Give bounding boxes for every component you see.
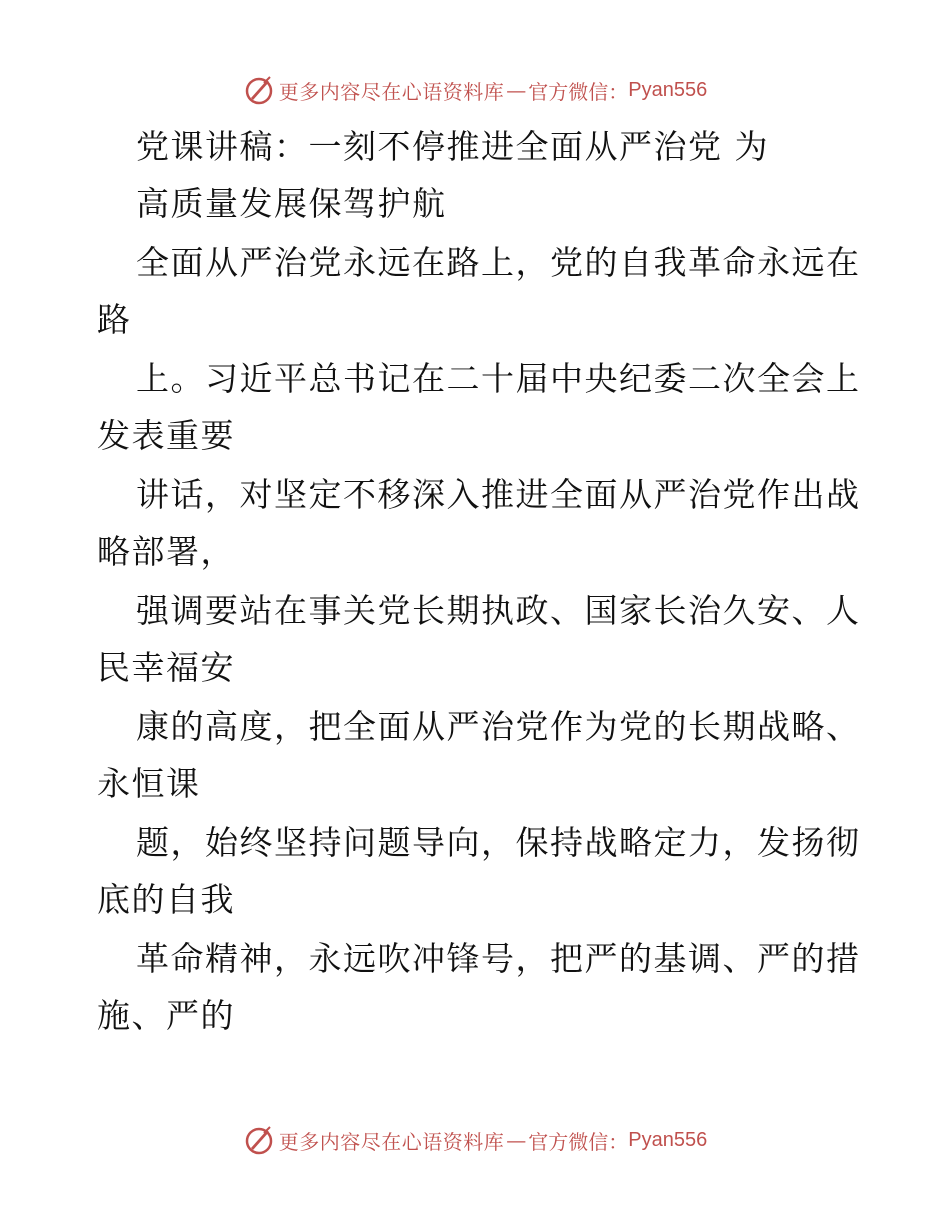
paragraph-line: 强调要站在事关党长期执政、国家长治久安、人 — [136, 591, 861, 630]
watermark-text: 更多内容尽在心语资料库 — [278, 79, 505, 104]
paragraph-line: 康的高度，把全面从严治党作为党的长期战略、 — [136, 707, 861, 746]
paragraph-line: 永恒课 — [97, 764, 201, 803]
watermark-handle: Pyan556 — [628, 1128, 708, 1151]
quill-pen-logo-icon — [243, 1124, 275, 1156]
paragraph-line: 施、严的 — [97, 996, 235, 1035]
paragraph-line: 革命精神，永远吹冲锋号，把严的基调、严的措 — [136, 939, 861, 978]
watermark-contact-label: 官方微信： — [528, 1129, 629, 1154]
watermark-contact-label: 官方微信： — [528, 79, 629, 104]
paragraph-line: 民幸福安 — [97, 648, 235, 687]
paragraph-line: 上。习近平总书记在二十届中央纪委二次全会上 — [136, 359, 861, 398]
watermark-dash: — — [506, 78, 527, 102]
footer-watermark — [0, 1120, 950, 1160]
title-line-1: 党课讲稿：一刻不停推进全面从严治党 为 — [136, 127, 769, 166]
paragraph-line: 路 — [97, 300, 132, 339]
watermark-text: 更多内容尽在心语资料库 — [278, 1129, 505, 1154]
watermark-handle: Pyan556 — [628, 78, 708, 101]
paragraph-line: 全面从严治党永远在路上，党的自我革命永远在 — [136, 243, 861, 282]
paragraph-line: 略部署， — [97, 532, 235, 571]
paragraph-line: 底的自我 — [97, 880, 235, 919]
title-line-2: 高质量发展保驾护航 — [136, 184, 447, 223]
paragraph-line: 讲话，对坚定不移深入推进全面从严治党作出战 — [136, 475, 861, 514]
paragraph-line: 发表重要 — [97, 416, 235, 455]
watermark-dash: — — [506, 1128, 527, 1152]
paragraph-line: 题，始终坚持问题导向，保持战略定力，发扬彻 — [136, 823, 861, 862]
